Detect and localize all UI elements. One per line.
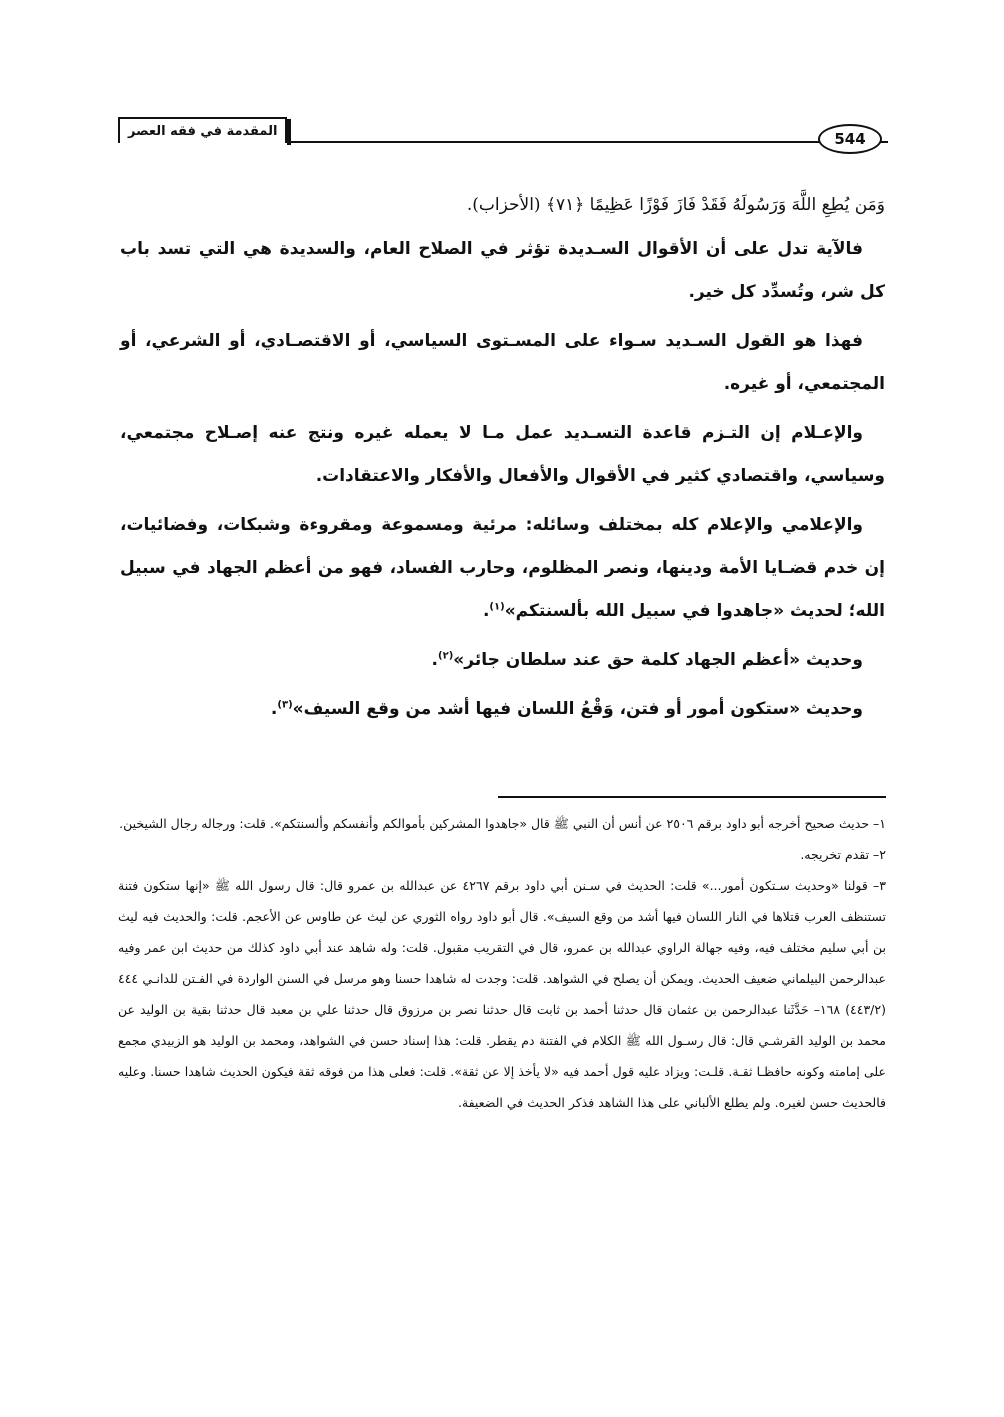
page-number-text: 544: [834, 130, 866, 148]
paragraph-3: والإعـلام إن التـزم قاعدة التسـديد عمل مـا لا يعمله غيره ونتج عنه إصـلاح مجتمعي، وسياسي، واقتصادي كثير في الأقوال والأفعال والأفكار والاعتقادات.: [120, 423, 885, 486]
footnote-3: ٣– قولنا «وحديث سـتكون أمور...» قلت: الحديث في سـنن أبي داود برقم ٤٢٦٧ عن عبدالله بن عمرو قال: قال رسول الله ﷺ «إنها ستكون فتنة تستنظف العرب قتلاها في النار اللسان فيها أشد من وقع السيف». قال أبو داود رواه الثوري عن ليث عن طاوس عن الأعجم. قلت: والحديث فيه ليث بن أبي سليم مختلف فيه، وفيه جهالة الراوي عبدالله بن عمرو، قال في التقريب مقبول. قلت: وله شاهد عند أبي داود كذلك من حديث ابن عمر وفيه عبدالرحمن البيلماني ضعيف الحديث. ويمكن أن يصلح في الشواهد. قلت: وجدت له شاهدا حسنا وهو مرسل في السنن الواردة في الفـتن للدانـي ٤٤٤ (٤٤٣/٢) ١٦٨– حَدَّثَنا عبدالرحمن بن عثمان قال حدثنا أحمد بن ثابت قال حدثنا نصر بن مرزوق قال حدثنا علي بن معبد قال حدثنا بقية بن الوليد عن محمد بن الوليد القرشـي قال: قال رسـول الله ﷺ الكلام في الفتنة دم يقطر. قلت: هذا إسناد حسن في الشواهد، ومحمد بن الوليد هو الزبيدي مجمع على إمامته وكونه حافظـا ثقـة. قلـت: ويزاد عليه قول أحمد فيه «لا يأخذ إلا عن ثقة». قلت: فعلى هذا من فوقه ثقة فيكون الحديث شاهدا حسنا. وعليه فالحديث حسن لغيره. ولم يطلع الألباني على هذا الشاهد فذكر الحديث في الضعيفة.: [118, 878, 887, 1110]
running-header-title: [118, 117, 287, 143]
page-number: [818, 124, 882, 154]
paragraph-2: فهذا هو القول السـديد سـواء على المسـتوى السياسي، أو الاقتصـادي، أو الشرعي، أو المجتمعي، أو غيره.: [120, 331, 885, 394]
hadith-2-text: وحديث «أعظم الجهاد كلمة حق عند سلطان جائر»: [453, 650, 863, 670]
footnote-separator: [498, 796, 886, 798]
running-header-title-text: المقدمة في فقه العصر: [128, 123, 278, 139]
footnote-2: ٢– تقدم تخريجه.: [800, 847, 886, 862]
footnote-ref-3: (٣): [277, 699, 293, 711]
paragraph-1: فالآية تدل على أن الأقوال السـديدة تؤثر في الصلاح العام، والسديدة هي التي تسد باب كل شر، وتُسدِّد كل خير.: [120, 239, 885, 302]
paragraph-4: والإعلامي والإعلام كله بمختلف وسائله: مرئية ومسموعة ومقروءة وشبكات، وفضائيات، إن خدم قضـايا الأمة ودينها، ونصر المظلوم، وحارب الفساد، فهو من أعظم الجهاد في سبيل الله؛ لحديث «جاهدوا في سبيل الله بألسنتكم»$^{(١)}$.: [120, 515, 885, 621]
quran-verse: وَمَن يُطِعِ اللَّهَ وَرَسُولَهُ فَقَدْ فَازَ فَوْزًا عَظِيمًا ﴿٧١﴾ (الأحزاب).: [466, 195, 885, 215]
footnote-ref-2: (٢): [438, 650, 454, 662]
footnotes: [118, 808, 886, 1118]
main-text: [120, 182, 885, 737]
footnote-ref-1: (١): [489, 601, 505, 613]
hadith-3-text: وحديث «ستكون أمور أو فتن، وَقْعُ اللسان فيها أشد من وقع السيف»: [292, 699, 863, 719]
paragraph-4-text: والإعلامي والإعلام كله بمختلف وسائله: مرئية ومسموعة ومقروءة وشبكات، وفضائيات، إن خدم قضـايا الأمة ودينها، ونصر المظلوم، وحارب الفساد، فهو من أعظم الجهاد في سبيل الله؛ لحديث «جاهدوا في سبيل الله بألسنتكم»: [120, 515, 885, 621]
footnote-1: ١– حديث صحيح أخرجه أبو داود برقم ٢٥٠٦ عن أنس أن النبي ﷺ قال «جاهدوا المشركين بأموالكم وأنفسكم وألسنتكم». قلت: ورجاله رجال الشيخين.: [119, 816, 886, 831]
hadith-3: وحديث «ستكون أمور أو فتن، وَقْعُ اللسان فيها أشد من وقع السيف»$^{(٣)}$.: [270, 699, 863, 719]
hadith-2: وحديث «أعظم الجهاد كلمة حق عند سلطان جائر»$^{(٢)}$.: [431, 650, 863, 670]
